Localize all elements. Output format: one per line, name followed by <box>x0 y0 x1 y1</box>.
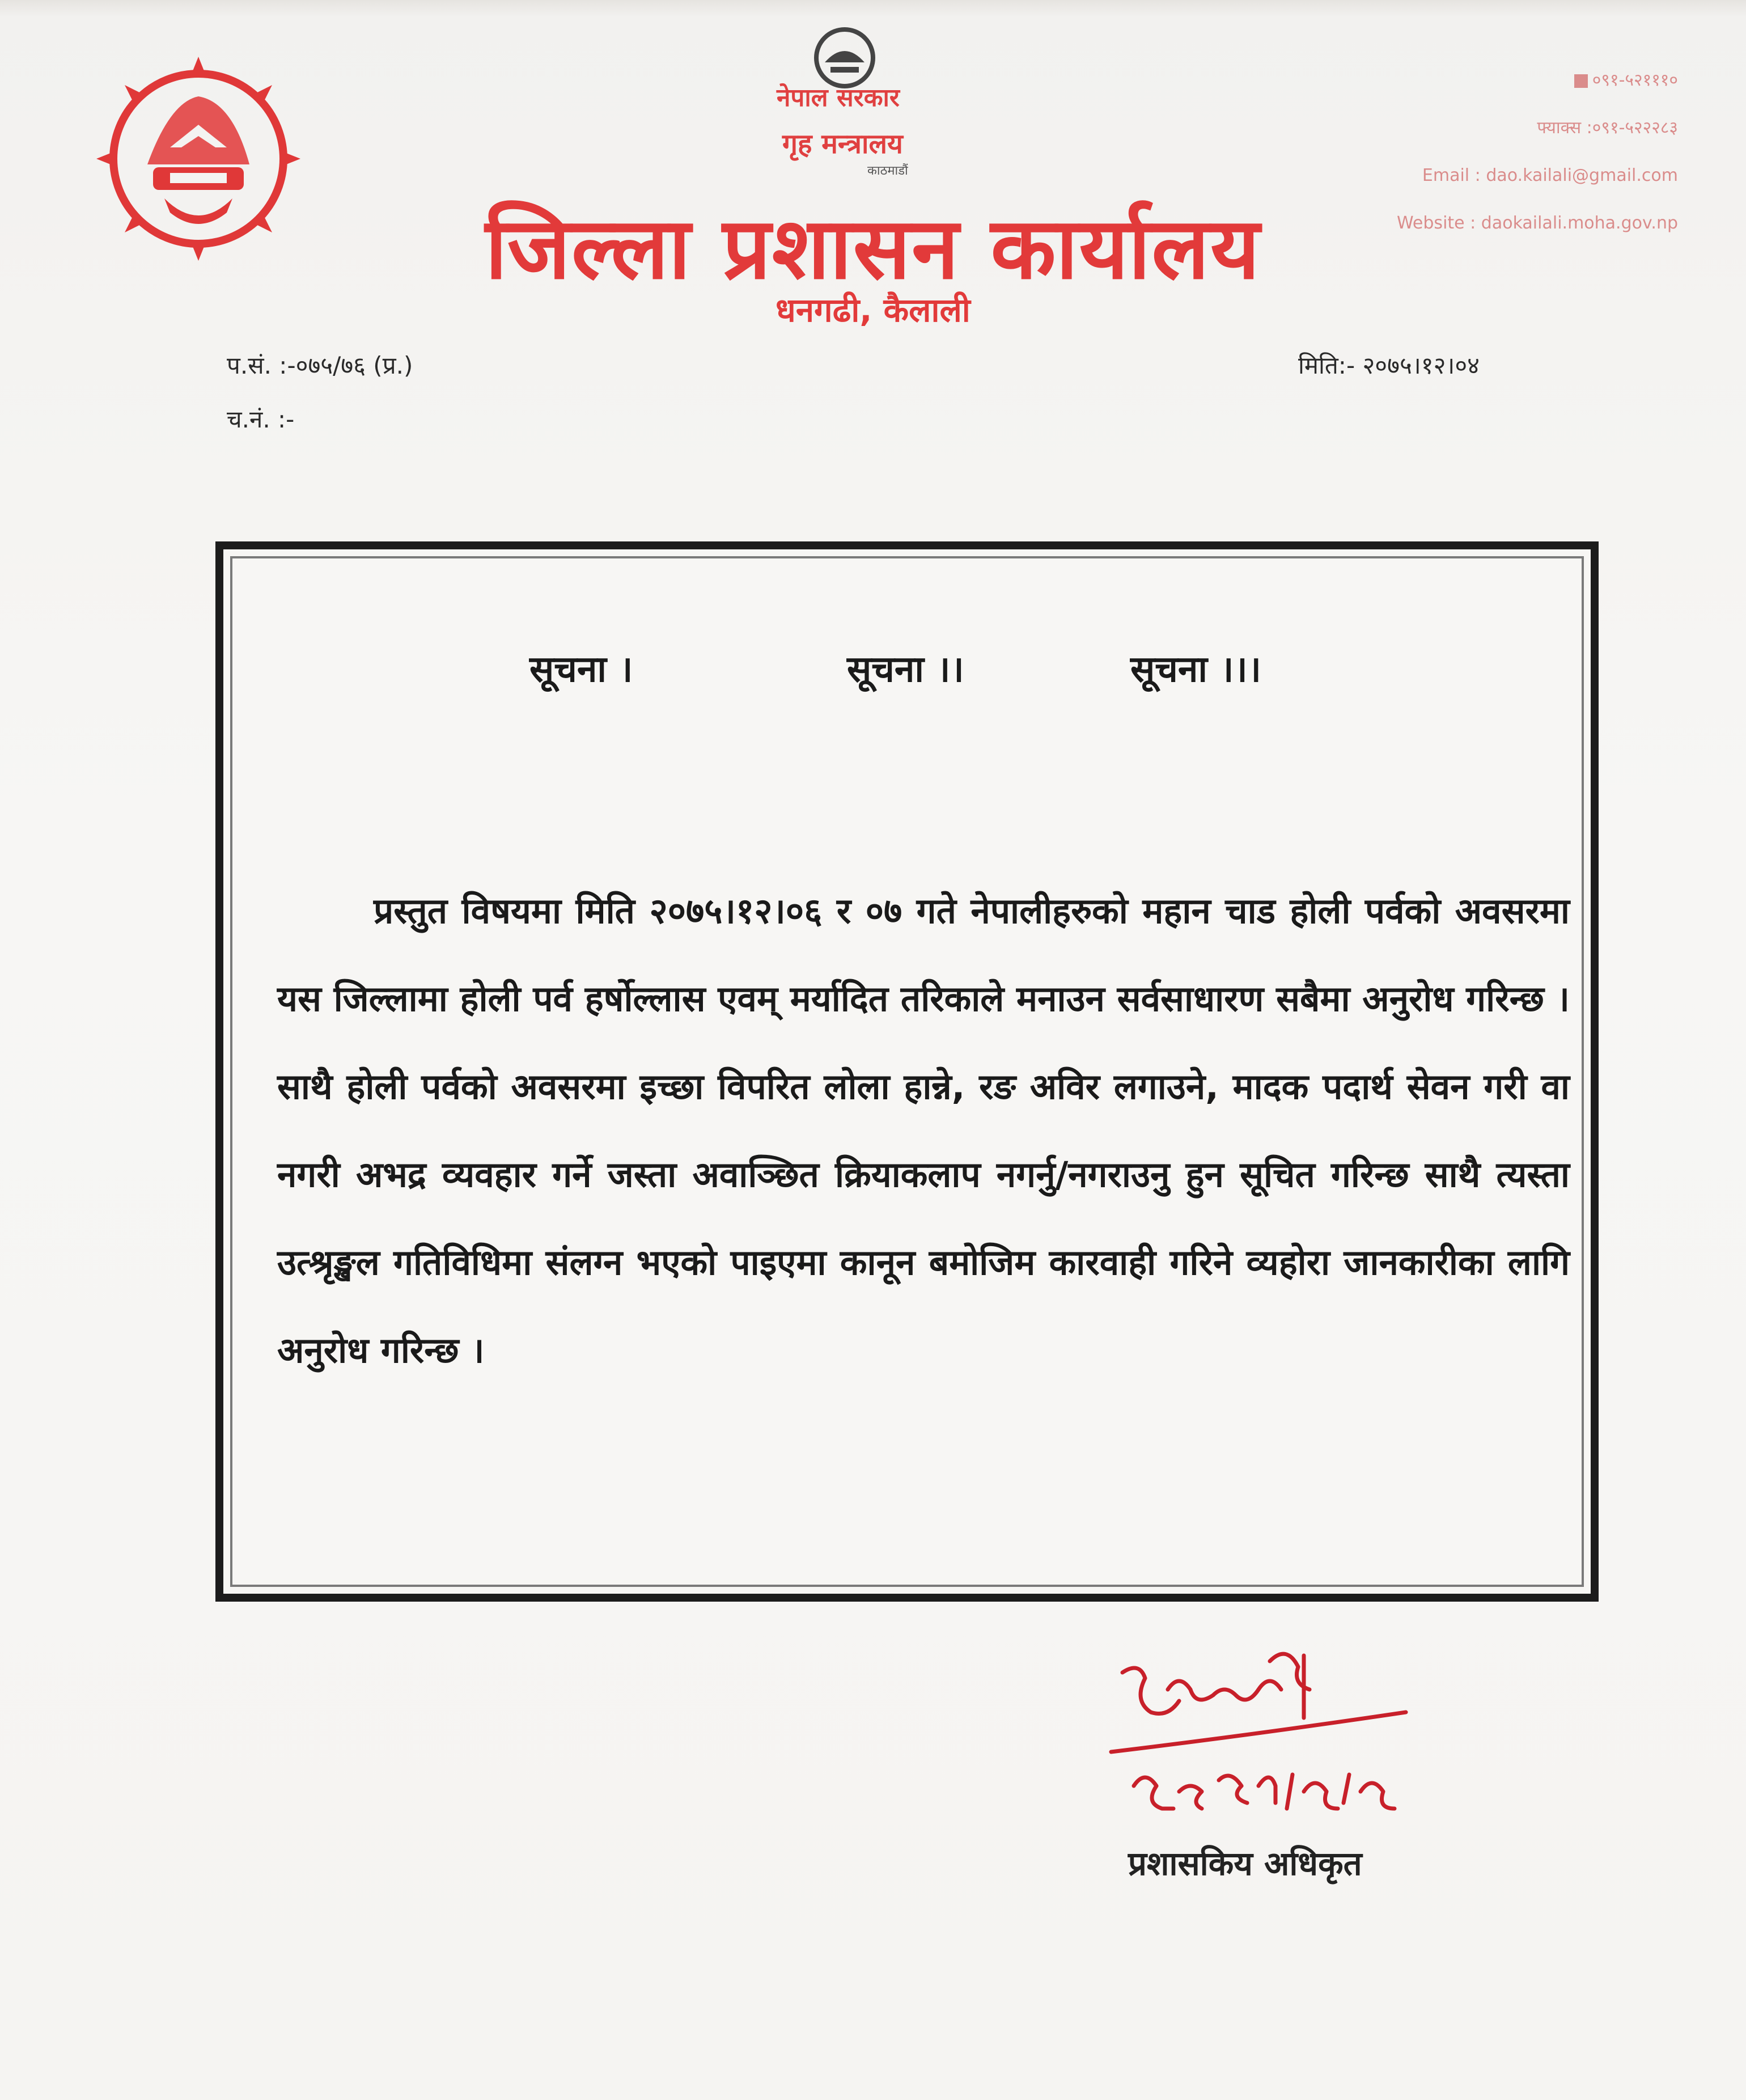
notice-box <box>215 541 1599 1602</box>
notice-body-text: प्रस्तुत विषयमा मिति २०७५।१२।०६ र ०७ गते नेपालीहरुको महान चाड होली पर्वको अवसरमा यस जिल्लामा होली पर्व हर्षोल्लास एवम् मर्यादित तरिकाले मनाउन सर्वसाधारण सबैमा अनुरोध गरिन्छ । साथै होली पर्वको अवसरमा इच्छा विपरित लोला हान्ने, रङ अविर लगाउने, मादक पदार्थ सेवन गरी वा नगरी अभद्र व्यवहार गर्ने जस्ता अवाञ्छित क्रियाकलाप नगर्नु/नगराउनु हुन सूचित गरिन्छ साथै त्यस्ता उत्श्रृङ्खल गतिविधिमा संलग्न भएको पाइएमा कानून बमोजिम कारवाही गरिने व्यहोरा जानकारीका लागि अनुरोध गरिन्छ । <box>277 890 1570 1371</box>
contact-email: Email : dao.kailali@gmail.com <box>1422 166 1678 185</box>
notice-heading-3: सूचना ।।। <box>1130 649 1262 691</box>
government-emblem-icon <box>85 45 312 272</box>
letter-date: मिति:- २०७५।१२।०४ <box>1298 352 1480 379</box>
page-edge-shadow <box>0 0 1746 17</box>
notice-heading-2: सूचना ।। <box>847 649 964 691</box>
letter-number: प.सं. :-०७५/७६ (प्र.) <box>227 352 413 379</box>
contact-phone <box>1397 57 1678 104</box>
ministry-line-3: काठमाडौं <box>867 164 908 178</box>
dispatch-number: च.नं. :- <box>227 405 295 433</box>
handwritten-signature <box>1100 1638 1417 1831</box>
contact-fax: फ्याक्स :०९१-५२२२८३ <box>1537 118 1678 138</box>
contact-website: Website : daokailali.moha.gov.np <box>1397 213 1678 233</box>
notice-headings <box>223 643 1591 711</box>
ministry-line-1: नेपाल सरकार <box>777 83 900 112</box>
phone-icon <box>1574 74 1588 88</box>
notice-heading-1: सूचना । <box>529 649 633 691</box>
contact-phone-text: ०९१-५२१११० <box>1592 70 1678 90</box>
ministry-line-2: गृह मन्त्रालय <box>782 128 903 160</box>
office-title: जिल्ला प्रशासन कार्यालय <box>485 200 1261 298</box>
signatory-title: प्रशासकिय अधिकृत <box>1128 1844 1362 1883</box>
contact-block <box>1397 57 1678 247</box>
notice-body-paragraph <box>277 867 1570 1394</box>
office-location: धनगढी, कैलाली <box>775 291 971 329</box>
